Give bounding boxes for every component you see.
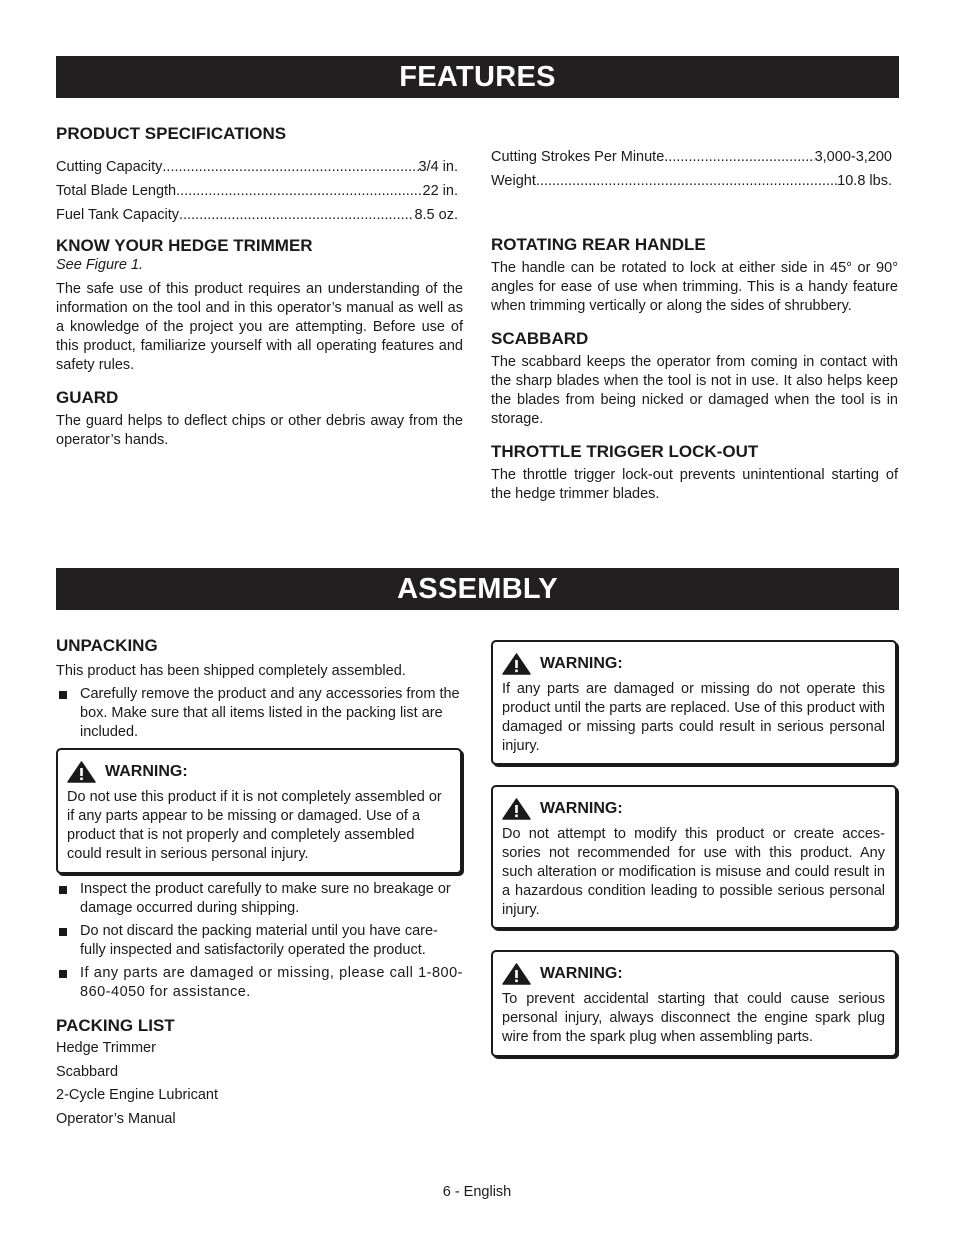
warning-box: [491, 785, 897, 929]
know-body: The safe use of this product requires an understanding of the information on the tool and in this operator’s manual as well as a knowledge of the project you are attempting. Before use of this product, familiarize yourself with all operating features and safety rules.: [56, 281, 463, 373]
throttle-heading: THROTTLE TRIGGER LOCK-OUT: [491, 442, 759, 461]
warning-body: Do not use this product if it is not completely assembled or if any parts appear to be missing or damaged. Use of a product that is not properly and completely assembled could result in serious personal injury.: [67, 789, 442, 862]
warning-triangle-icon: [502, 653, 531, 675]
rotating-heading: ROTATING REAR HANDLE: [491, 235, 706, 254]
packing-item: 2-Cycle Engine Lubricant: [56, 1087, 219, 1103]
spec-value: 3,000-3,200: [814, 149, 892, 165]
spec-label: Cutting Capacity: [56, 159, 163, 175]
page-footer: 6 - English: [442, 1184, 512, 1200]
spec-label: Fuel Tank Capacity: [56, 207, 180, 223]
bullet-square-icon: [59, 886, 67, 894]
spec-value: 10.8 lbs.: [837, 173, 892, 189]
guard-heading: GUARD: [56, 388, 119, 407]
packing-item: Hedge Trimmer: [56, 1040, 156, 1056]
packing-item: Operator’s Manual: [56, 1110, 176, 1127]
list-item: Inspect the product carefully to make sure no breakage or damage occurred during shipping.: [56, 880, 463, 918]
spec-label: Weight: [491, 173, 536, 189]
assembly-banner: [56, 568, 899, 610]
spec-value: 8.5 oz.: [414, 207, 458, 223]
see-figure: See Figure 1.: [56, 257, 144, 273]
unpacking-bullets: [56, 880, 463, 1002]
spec-value: 22 in.: [422, 183, 458, 199]
guard-body: The guard helps to deflect chips or other debris away from the operator’s hands.: [56, 413, 463, 448]
warning-triangle-icon: [502, 963, 531, 985]
specs-heading: PRODUCT SPECIFICATIONS: [56, 124, 287, 143]
spec-label: Total Blade Length: [56, 183, 177, 199]
scabbard-heading: SCABBARD: [491, 329, 589, 348]
warning-title: WARNING:: [67, 759, 450, 785]
warning-triangle-icon: [67, 761, 96, 783]
rotating-body: The handle can be rotated to lock at either side in 45° or 90° angles for ease of use when trimming. This is a handy feature when trimming vertically or along the sides of shrubbery.: [491, 260, 898, 314]
spec-row: [491, 172, 892, 196]
unpacking-intro: This product has been shipped completely assembled.: [56, 663, 406, 679]
spec-value: 3/4 in.: [418, 159, 458, 175]
warning-body: If any parts are damaged or missing do not operate this product until the parts are replaced. Use of this product with damaged or missing parts could result in serious personal injury.: [502, 681, 885, 754]
assembly-title: ASSEMBLY: [397, 573, 558, 605]
bullet-square-icon: [59, 928, 67, 936]
warning-title: WARNING:: [502, 961, 885, 987]
spec-row: [491, 148, 892, 172]
product-specifications-right: [491, 148, 892, 196]
warning-title: WARNING:: [502, 796, 885, 822]
scabbard-body: The scabbard keeps the operator from coming in contact with the sharp blades when the tool is not in use. It also helps keep the blades from being nicked or damaged when the tool is in storage.: [491, 354, 898, 427]
spec-row: [56, 182, 458, 206]
features-right-column: [491, 235, 898, 504]
warning-triangle-icon: [502, 798, 531, 820]
packing-heading: PACKING LIST: [56, 1016, 175, 1035]
warning-body: Do not attempt to modify this product or create acces-sories not recommended for use with this product. Any such alteration or modification is misuse and could result in a hazardous condition leading to possible serious personal injury.: [502, 826, 885, 918]
features-title: FEATURES: [399, 61, 556, 93]
packing-list-section: [56, 1016, 463, 1133]
warning-box: [491, 950, 897, 1057]
list-item: If any parts are damaged or missing, please call 1-800-860-4050 for assistance.: [56, 964, 463, 1002]
spec-row: [56, 206, 458, 230]
throttle-body: The throttle trigger lock-out prevents unintentional starting of the hedge trimmer blades.: [491, 467, 898, 502]
warning-title: WARNING:: [502, 651, 885, 677]
spec-label: Cutting Strokes Per Minute: [491, 149, 665, 165]
unpacking-section: [56, 636, 463, 742]
list-item: Carefully remove the product and any accessories from the box. Make sure that all items listed in the packing list are included.: [56, 685, 463, 742]
features-banner: [56, 56, 899, 98]
packing-item: Scabbard: [56, 1063, 119, 1080]
product-specifications: [56, 124, 458, 230]
know-heading: KNOW YOUR HEDGE TRIMMER: [56, 236, 313, 255]
spec-row: [56, 158, 458, 182]
warning-body: To prevent accidental starting that could cause serious personal injury, always disconnect the engine spark plug wire from the spark plug when assembling parts.: [502, 991, 885, 1045]
unpacking-heading: UNPACKING: [56, 636, 158, 655]
bullet-square-icon: [59, 691, 67, 699]
warning-box: [491, 640, 897, 765]
warning-box: [56, 748, 462, 874]
features-left-column: [56, 236, 463, 450]
list-item: Do not discard the packing material until you have care-fully inspected and satisfactorily operated the product.: [56, 922, 463, 960]
bullet-square-icon: [59, 970, 67, 978]
